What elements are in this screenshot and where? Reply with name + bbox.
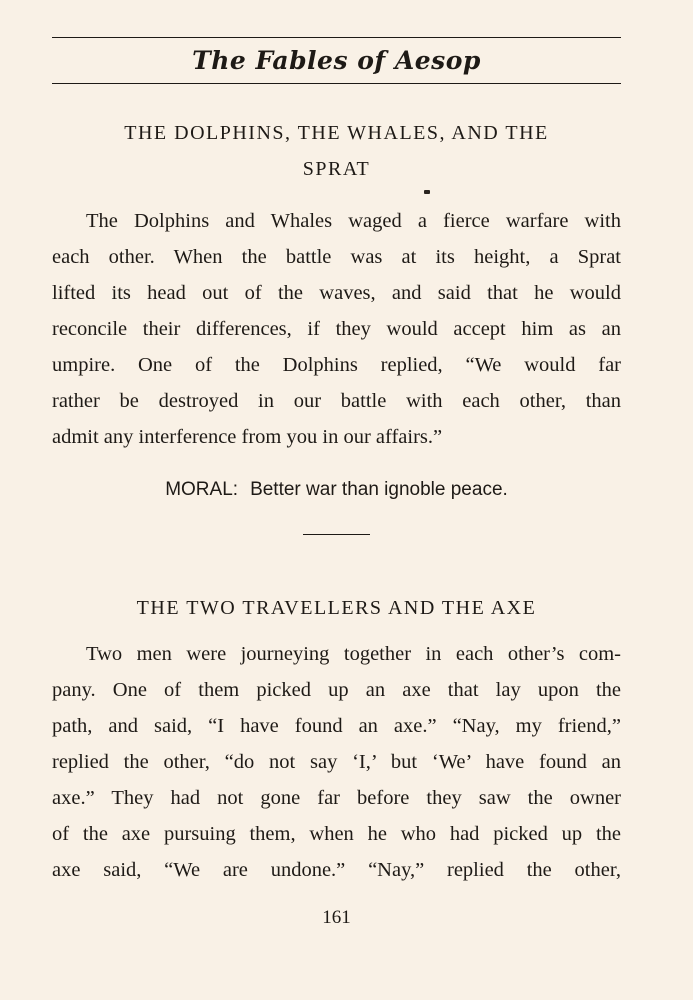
moral-text: Better war than ignoble peace. <box>250 479 508 500</box>
body-line: axe said, “We are undone.” “Nay,” replied the other, <box>52 859 621 881</box>
header-top-rule <box>52 37 621 38</box>
print-speck <box>424 190 430 194</box>
running-head: The Fables of Aesop <box>192 46 481 75</box>
body-line: reconcile their differences, if they would accept him as an <box>52 318 621 340</box>
body-line: of the axe pursuing them, when he who had picked up the <box>52 823 621 845</box>
fable-title-dolphins <box>52 115 621 187</box>
section-divider <box>303 534 370 535</box>
body-line: replied the other, “do not say ‘I,’ but ‘We’ have found an <box>52 751 621 773</box>
title-line: THE TWO TRAVELLERS AND THE AXE <box>136 597 537 619</box>
moral-label: MORAL: <box>165 479 239 500</box>
title-line: SPRAT <box>302 158 371 180</box>
title-line: THE DOLPHINS, THE WHALES, AND THE <box>124 122 549 144</box>
body-line: axe.” They had not gone far before they saw the owner <box>52 787 621 809</box>
body-line: each other. When the battle was at its height, a Sprat <box>52 246 621 268</box>
header-bottom-rule <box>52 83 621 84</box>
page-number: 161 <box>322 907 351 928</box>
body-line: rather be destroyed in our battle with each other, than <box>52 390 621 412</box>
body-line: umpire. One of the Dolphins replied, “We would far <box>52 354 621 376</box>
body-line: The Dolphins and Whales waged a fierce warfare with <box>86 210 621 232</box>
fable-body-travellers <box>52 636 621 888</box>
fable-body-dolphins <box>52 203 621 455</box>
body-line: Two men were journeying together in each other’s com- <box>86 643 621 665</box>
body-line: lifted its head out of the waves, and said that he would <box>52 282 621 304</box>
body-line: pany. One of them picked up an axe that lay upon the <box>52 679 621 701</box>
body-line: path, and said, “I have found an axe.” “Nay, my friend,” <box>52 715 621 737</box>
body-line: admit any interference from you in our affairs.” <box>52 426 443 448</box>
fable-title-travellers <box>52 590 621 626</box>
moral <box>52 473 621 507</box>
